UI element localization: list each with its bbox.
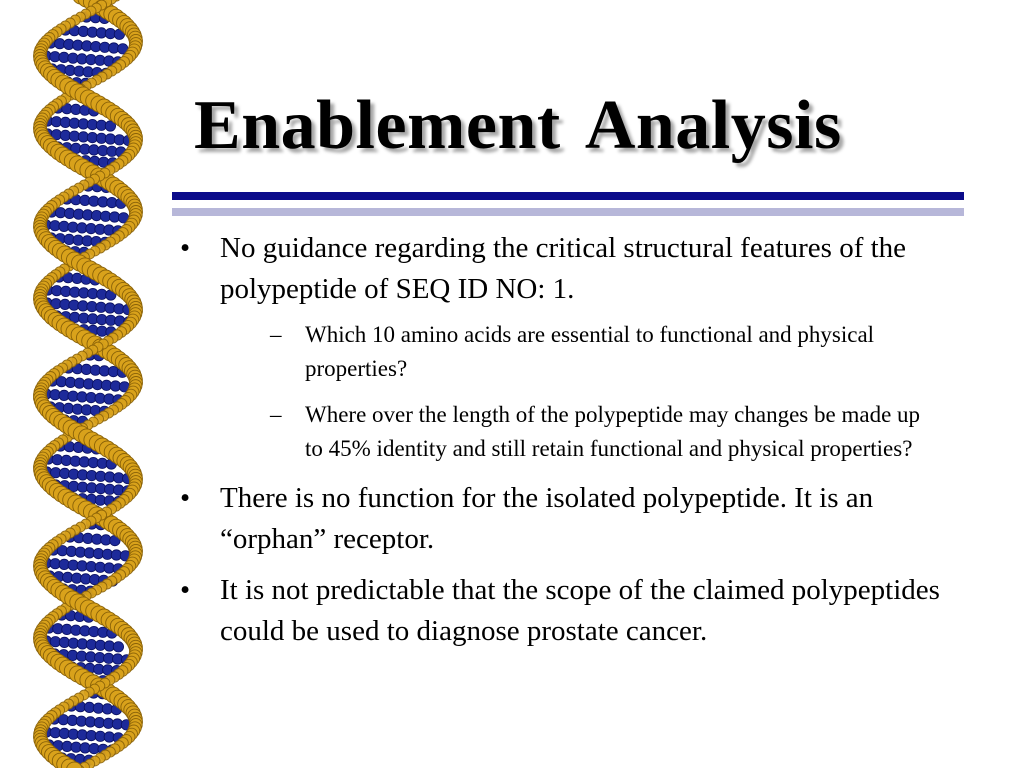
- bullet-list: [180, 228, 940, 662]
- bullet-item: [180, 228, 940, 466]
- sub-bullet-list: [220, 318, 940, 466]
- dna-helix-image: [0, 0, 175, 768]
- title-divider-light: [172, 208, 964, 216]
- sub-bullet-marker: –: [270, 322, 282, 347]
- bullet-marker: •: [180, 482, 191, 514]
- bullet-text: It is not predictable that the scope of the claimed polypeptides could be used to diagnose prostate cancer.: [220, 574, 940, 647]
- sub-bullet-item: [220, 318, 940, 386]
- bullet-item: [180, 570, 940, 652]
- bullet-marker: •: [180, 232, 191, 264]
- title-divider-dark: [172, 192, 964, 200]
- slide-title: Enablement Analysis: [194, 87, 842, 164]
- bullet-text: There is no function for the isolated polypeptide. It is an “orphan” receptor.: [220, 482, 874, 555]
- bullet-item: [180, 478, 940, 560]
- sub-bullet-text: Which 10 amino acids are essential to functional and physical properties?: [305, 322, 875, 381]
- sub-bullet-marker: –: [270, 402, 282, 427]
- sub-bullet-item: [220, 398, 940, 466]
- bullet-text: No guidance regarding the critical structural features of the polypeptide of SEQ ID NO: 1.: [220, 232, 907, 305]
- bullet-marker: •: [180, 574, 191, 606]
- sub-bullet-text: Where over the length of the polypeptide may changes be made up to 45% identity and still retain functional and physical properties?: [305, 402, 921, 461]
